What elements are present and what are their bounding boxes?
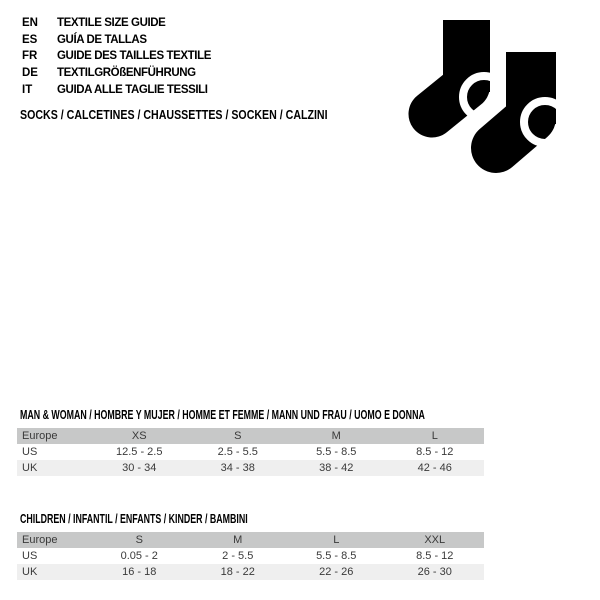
row-label: UK <box>22 462 38 474</box>
size-cell: 5.5 - 8.5 <box>316 446 357 458</box>
column-header: S <box>135 534 143 546</box>
size-cell: 5.5 - 8.5 <box>316 550 357 562</box>
language-title: TEXTILE SIZE GUIDE <box>57 17 166 29</box>
size-cell: 16 - 18 <box>122 566 157 578</box>
language-list <box>22 15 211 98</box>
column-header: S <box>234 430 242 442</box>
size-cell: 12.5 - 2.5 <box>116 446 163 458</box>
size-cell: 42 - 46 <box>417 462 452 474</box>
size-cell: 2.5 - 5.5 <box>217 446 258 458</box>
size-cell: 0.05 - 2 <box>120 550 158 562</box>
table-row <box>17 444 484 460</box>
language-title: GUÍA DE TALLAS <box>57 33 147 46</box>
category-title: SOCKS / CALCETINES / CHAUSSETTES / SOCKEN / CALZINI <box>20 108 328 122</box>
language-title: TEXTILGRÖßENFÜHRUNG <box>57 67 196 80</box>
table-row <box>17 460 484 476</box>
size-table-adults <box>17 428 484 476</box>
sock-front-shape <box>496 52 566 148</box>
column-header: XS <box>131 430 147 442</box>
column-header: XXL <box>424 534 446 546</box>
size-cell: 2 - 5.5 <box>222 550 254 562</box>
table-title-children: CHILDREN / INFANTIL / ENFANTS / KINDER / BAMBINI <box>20 511 248 526</box>
language-title: GUIDE DES TAILLES TEXTILE <box>57 50 211 63</box>
sock-back-shape <box>432 20 505 118</box>
socks-icon <box>380 0 600 200</box>
language-row <box>22 15 211 32</box>
size-cell: 26 - 30 <box>417 566 452 578</box>
size-cell: 8.5 - 12 <box>416 550 454 562</box>
size-cell: 30 - 34 <box>122 462 157 474</box>
column-header: Europe <box>22 534 58 546</box>
column-header: L <box>431 430 438 442</box>
size-cell: 22 - 26 <box>319 566 354 578</box>
language-row <box>22 65 211 82</box>
language-title: GUIDA ALLE TAGLIE TESSILI <box>57 83 208 96</box>
size-cell: 8.5 - 12 <box>416 446 454 458</box>
language-code: EN <box>22 17 38 29</box>
table-title-adults: MAN & WOMAN / HOMBRE Y MUJER / HOMME ET FEMME / MANN UND FRAU / UOMO E DONNA <box>20 407 425 422</box>
row-label: US <box>22 550 38 562</box>
language-code: DE <box>22 67 38 80</box>
language-row <box>22 48 211 65</box>
column-header: M <box>331 430 341 442</box>
language-row <box>22 82 211 99</box>
table-header-row <box>17 428 484 444</box>
language-row <box>22 32 211 49</box>
row-label: UK <box>22 566 38 578</box>
language-code: ES <box>22 33 38 46</box>
size-cell: 38 - 42 <box>319 462 354 474</box>
size-cell: 34 - 38 <box>220 462 255 474</box>
row-label: US <box>22 446 38 458</box>
column-header: Europe <box>22 430 58 442</box>
size-cell: 18 - 22 <box>220 566 255 578</box>
table-row <box>17 548 484 564</box>
column-header: L <box>333 534 340 546</box>
language-code: FR <box>22 50 38 63</box>
table-row <box>17 564 484 580</box>
size-table-children <box>17 532 484 580</box>
language-code: IT <box>22 83 33 96</box>
column-header: M <box>233 534 243 546</box>
table-header-row <box>17 532 484 548</box>
